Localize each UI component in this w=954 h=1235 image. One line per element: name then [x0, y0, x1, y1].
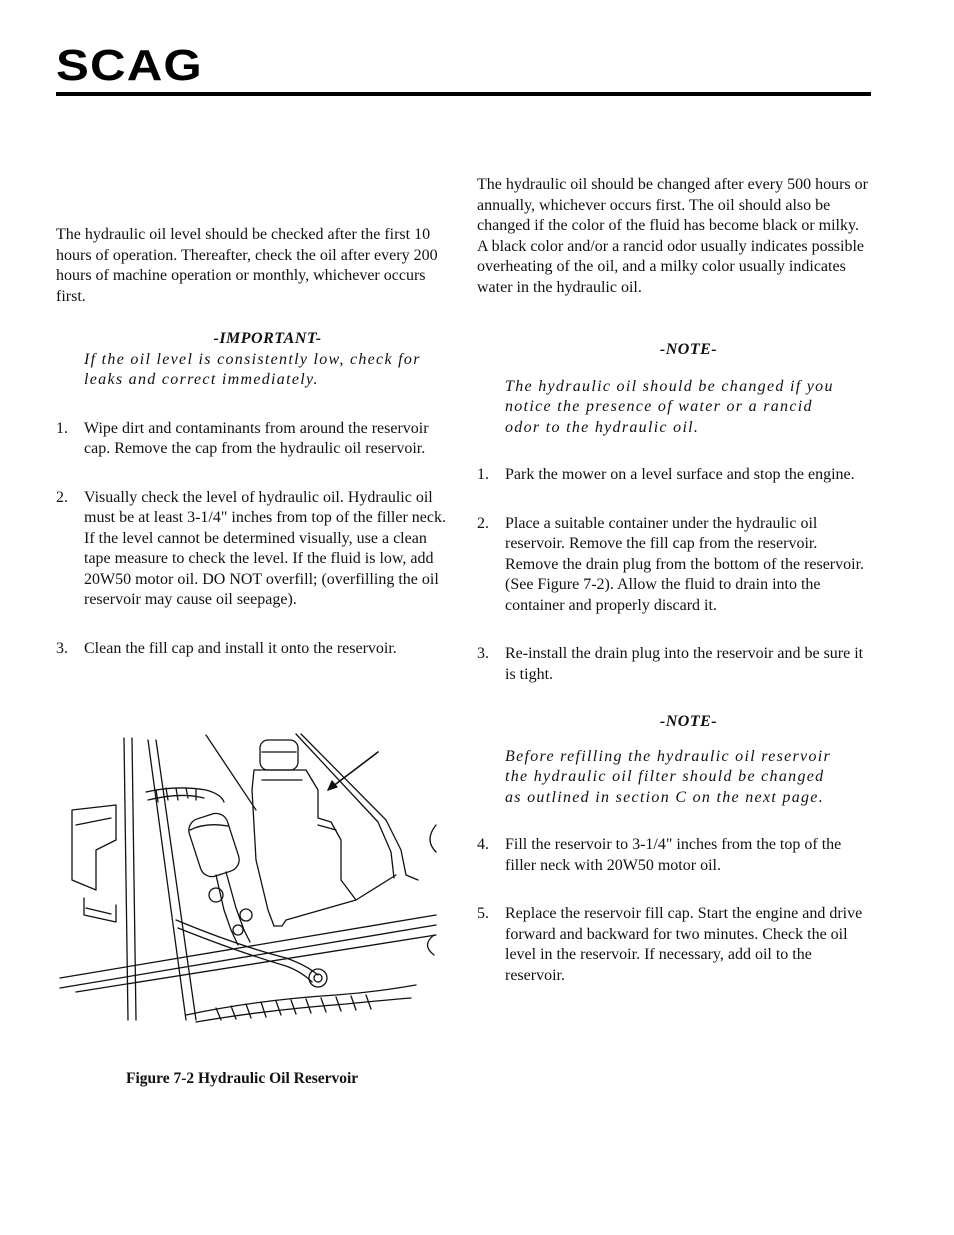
note-heading: -NOTE-	[659, 713, 718, 730]
note-text: Before refilling the hydraulic oil reservoir the hydraulic oil filter should be changed as outlined in section C on the next page.	[505, 747, 832, 806]
list-item	[477, 644, 872, 685]
step-number: 5.	[477, 905, 489, 922]
scag-logo: SCAG	[56, 41, 203, 90]
change-oil-intro: The hydraulic oil should be changed after every 500 hours or annually, whichever occurs first. The oil should also be changed if the color of the fluid has become black or milky. A black color and/or a rancid odor usually indicates possible overheating of the oil, and a milky color usually indicates water in the hydraulic oil.	[477, 176, 868, 296]
step-number: 1.	[56, 419, 68, 437]
step-number: 3.	[477, 645, 489, 662]
list-item	[56, 639, 451, 660]
list-item	[477, 514, 872, 617]
list-item	[56, 419, 451, 460]
hydraulic-reservoir-figure	[56, 730, 441, 1030]
important-text: If the oil level is consistently low, check for leaks and correct immediately.	[84, 350, 421, 388]
step-text: Clean the fill cap and install it onto the reservoir.	[84, 639, 397, 657]
step-number: 1.	[477, 466, 489, 483]
list-item	[477, 465, 872, 486]
note-heading: -NOTE-	[659, 341, 718, 358]
step-text: Wipe dirt and contaminants from around the reservoir cap. Remove the cap from the hydraulic oil reservoir.	[84, 419, 429, 457]
step-number: 3.	[56, 639, 68, 657]
left-column	[56, 225, 451, 659]
list-item	[477, 835, 872, 876]
step-text: Replace the reservoir fill cap. Start the engine and drive forward and backward for two minutes. Check the oil level in the reservoir. If necessary, add oil to the reservoir.	[505, 905, 863, 984]
header-rule	[56, 92, 871, 96]
important-heading: -IMPORTANT-	[213, 330, 322, 347]
step-text: Park the mower on a level surface and stop the engine.	[505, 466, 855, 483]
step-text: Re-install the drain plug into the reservoir and be sure it is tight.	[505, 645, 864, 683]
check-oil-intro: The hydraulic oil level should be checked after the first 10 hours of operation. Thereafter, check the oil after every 200 hours of machine operation or monthly, whichever occurs first.	[56, 226, 438, 305]
figure-caption: Figure 7-2 Hydraulic Oil Reservoir	[126, 1070, 359, 1087]
step-text: Place a suitable container under the hydraulic oil reservoir. Remove the fill cap from the reservoir. Remove the drain plug from the bottom of the reservoir. (See Figure 7-2). Allow the fluid to drain into the container and properly discard it.	[505, 514, 865, 614]
step-text: Visually check the level of hydraulic oil. Hydraulic oil must be at least 3-1/4" inches from top of the filler neck. If the level cannot be determined visually, use a clean tape measure to check the level. If the fluid is low, add 20W50 motor oil. DO NOT overfill; (overfilling the oil reservoir may cause oil seepage).	[84, 488, 446, 608]
list-item	[477, 904, 872, 986]
step-number: 2.	[477, 514, 489, 532]
right-column	[477, 175, 872, 986]
note-text: The hydraulic oil should be changed if you notice the presence of water or a rancid odor to the hydraulic oil.	[505, 377, 834, 436]
step-number: 4.	[477, 836, 489, 853]
step-text: Fill the reservoir to 3-1/4" inches from the top of the filler neck with 20W50 motor oil.	[505, 836, 842, 874]
list-item	[56, 488, 451, 611]
step-number: 2.	[56, 488, 68, 506]
